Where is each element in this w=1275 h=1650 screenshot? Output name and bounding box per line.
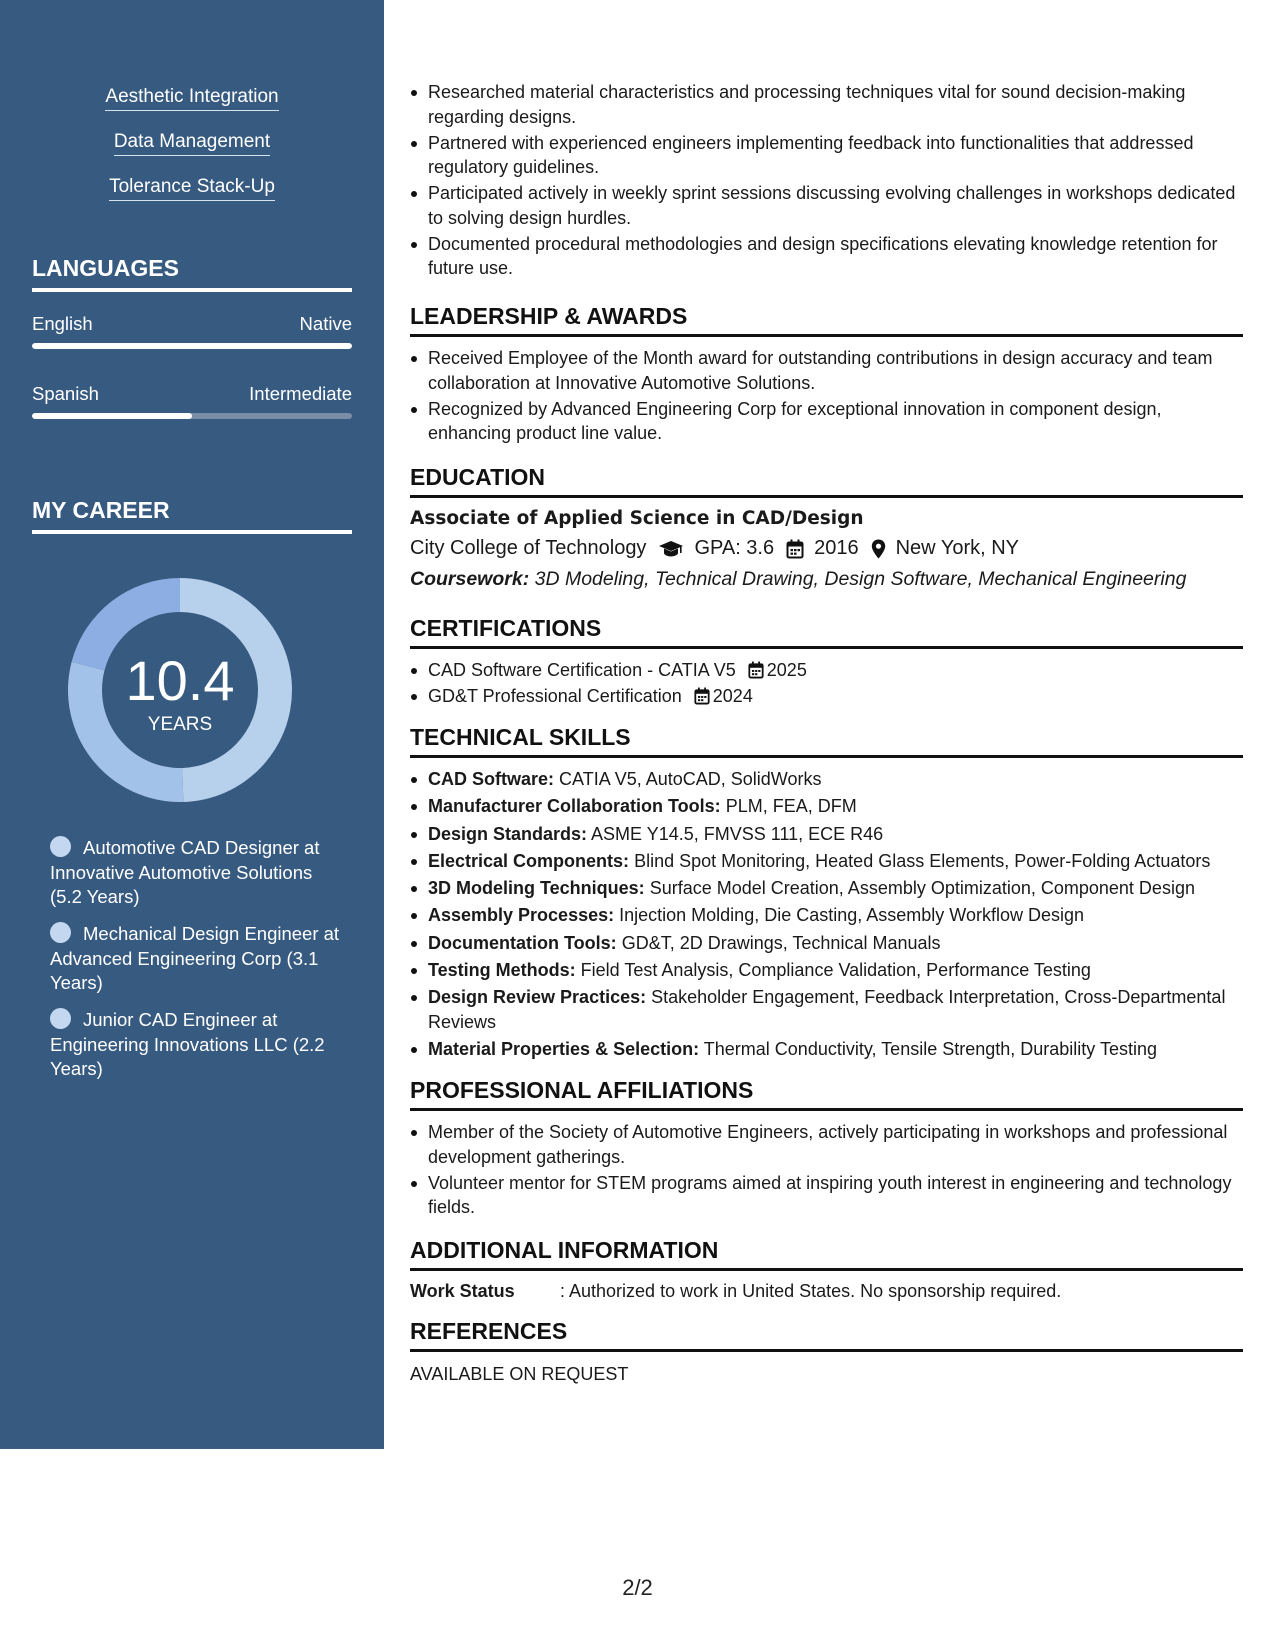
section-title: PROFESSIONAL AFFILIATIONS (410, 1077, 1243, 1111)
language-name: Spanish (32, 383, 99, 404)
calendar-icon (748, 661, 764, 679)
affiliation-item: Volunteer mentor for STEM programs aimed at inspiring youth interest in engineering and technology fields. (410, 1171, 1243, 1220)
page-number: 2/2 (622, 1575, 653, 1600)
experience-bullet: Researched material characteristics and processing techniques vital for sound decision-making regarding designs. (410, 80, 1243, 129)
certifications-section (410, 615, 1243, 710)
language-row (32, 313, 352, 335)
gpa: GPA: 3.6 (694, 537, 775, 559)
career-dot-icon (50, 836, 71, 857)
affiliations-section (410, 1077, 1243, 1221)
coursework (410, 568, 1243, 591)
location-pin-icon (871, 539, 886, 559)
school-location: New York, NY (895, 537, 1019, 559)
skill-row: Design Review Practices: Stakeholder Engagement, Feedback Interpretation, Cross-Departmental Reviews (410, 985, 1243, 1034)
graduation-cap-icon (658, 540, 684, 558)
skill-row: Documentation Tools: GD&T, 2D Drawings, Technical Manuals (410, 931, 1243, 956)
work-status-value: : Authorized to work in United States. No sponsorship required. (560, 1281, 1062, 1301)
certification-year: 2024 (712, 686, 753, 706)
education-section (410, 464, 1243, 591)
section-title: REFERENCES (410, 1318, 1243, 1352)
experience-bullet: Documented procedural methodologies and design specifications elevating knowledge retention for future use. (410, 232, 1243, 281)
certification-item (410, 658, 1243, 683)
skill-row: Assembly Processes: Injection Molding, Die Casting, Assembly Workflow Design (410, 903, 1243, 928)
certification-name: CAD Software Certification - CATIA V5 (428, 660, 736, 680)
section-title: CERTIFICATIONS (410, 615, 1243, 649)
calendar-icon (786, 539, 804, 559)
career-item: Junior CAD Engineer at Engineering Innovations LLC (2.2 Years) (50, 1009, 325, 1079)
coursework-list: 3D Modeling, Technical Drawing, Design Software, Mechanical Engineering (534, 568, 1187, 590)
experience-bullet: Partnered with experienced engineers implementing feedback into functionalities that addressed regulatory guidelines. (410, 131, 1243, 180)
skill-item[interactable]: Aesthetic Integration (0, 86, 384, 111)
award-item: Recognized by Advanced Engineering Corp for exceptional innovation in component design, enhancing product line value. (410, 397, 1243, 446)
career-dot-icon (50, 1008, 71, 1029)
skill-row: 3D Modeling Techniques: Surface Model Creation, Assembly Optimization, Component Design (410, 876, 1243, 901)
coursework-label: Coursework: (410, 568, 530, 590)
career-total: 10.4 (125, 649, 235, 712)
skill-row: Design Standards: ASME Y14.5, FMVSS 111, ECE R46 (410, 822, 1243, 847)
award-item: Received Employee of the Month award for outstanding contributions in design accuracy and team collaboration at Innovative Automotive Solutions. (410, 346, 1243, 395)
experience-bullet: Participated actively in weekly sprint sessions discussing evolving challenges in workshops dedicated to solving design hurdles. (410, 181, 1243, 230)
language-name: English (32, 313, 93, 334)
language-level: Native (299, 313, 352, 334)
skill-row: Testing Methods: Field Test Analysis, Compliance Validation, Performance Testing (410, 958, 1243, 983)
section-title: ADDITIONAL INFORMATION (410, 1237, 1243, 1271)
graduation-year: 2016 (814, 537, 859, 559)
language-bar-fill (32, 413, 192, 419)
skill-row: CAD Software: CATIA V5, AutoCAD, SolidWorks (410, 767, 1243, 792)
degree-title: Associate of Applied Science in CAD/Design (410, 508, 864, 529)
additional-info-section (410, 1237, 1243, 1302)
career-unit: YEARS (147, 714, 213, 735)
skill-item[interactable]: Data Management (0, 131, 384, 156)
career-dot-icon (50, 922, 71, 943)
language-bar (32, 413, 352, 419)
certification-item (410, 684, 1243, 709)
skill-row: Electrical Components: Blind Spot Monitoring, Heated Glass Elements, Power-Folding Actuators (410, 849, 1243, 874)
school-name: City College of Technology (410, 537, 647, 559)
skill-row: Manufacturer Collaboration Tools: PLM, FEA, DFM (410, 794, 1243, 819)
leadership-section (410, 303, 1243, 447)
references-section (410, 1318, 1243, 1385)
calendar-icon (694, 687, 710, 705)
career-item: Mechanical Design Engineer at Advanced Engineering Corp (3.1 Years) (50, 923, 340, 993)
language-level: Intermediate (249, 383, 352, 404)
language-bar (32, 343, 352, 349)
career-donut (67, 577, 293, 803)
section-title: LEADERSHIP & AWARDS (410, 303, 1243, 337)
sidebar (0, 0, 384, 1449)
skill-row: Material Properties & Selection: Thermal Conductivity, Tensile Strength, Durability Testing (410, 1037, 1243, 1062)
language-bar-fill (32, 343, 352, 349)
technical-skills-section (410, 724, 1243, 1064)
skill-item[interactable]: Tolerance Stack-Up (0, 176, 384, 201)
references-text: AVAILABLE ON REQUEST (410, 1364, 629, 1384)
career-item: Automotive CAD Designer at Innovative Automotive Solutions (5.2 Years) (50, 837, 320, 907)
languages-heading: LANGUAGES (32, 255, 352, 292)
work-status-row (410, 1281, 1243, 1302)
language-row (32, 383, 352, 405)
work-status-label: Work Status (410, 1281, 515, 1301)
section-title: TECHNICAL SKILLS (410, 724, 1243, 758)
education-details (410, 537, 1243, 560)
experience-bullets (410, 80, 1243, 282)
certification-year: 2025 (766, 660, 807, 680)
section-title: EDUCATION (410, 464, 1243, 498)
affiliation-item: Member of the Society of Automotive Engineers, actively participating in workshops and professional development gatherings. (410, 1120, 1243, 1169)
career-heading: MY CAREER (32, 497, 352, 534)
certification-name: GD&T Professional Certification (428, 686, 682, 706)
